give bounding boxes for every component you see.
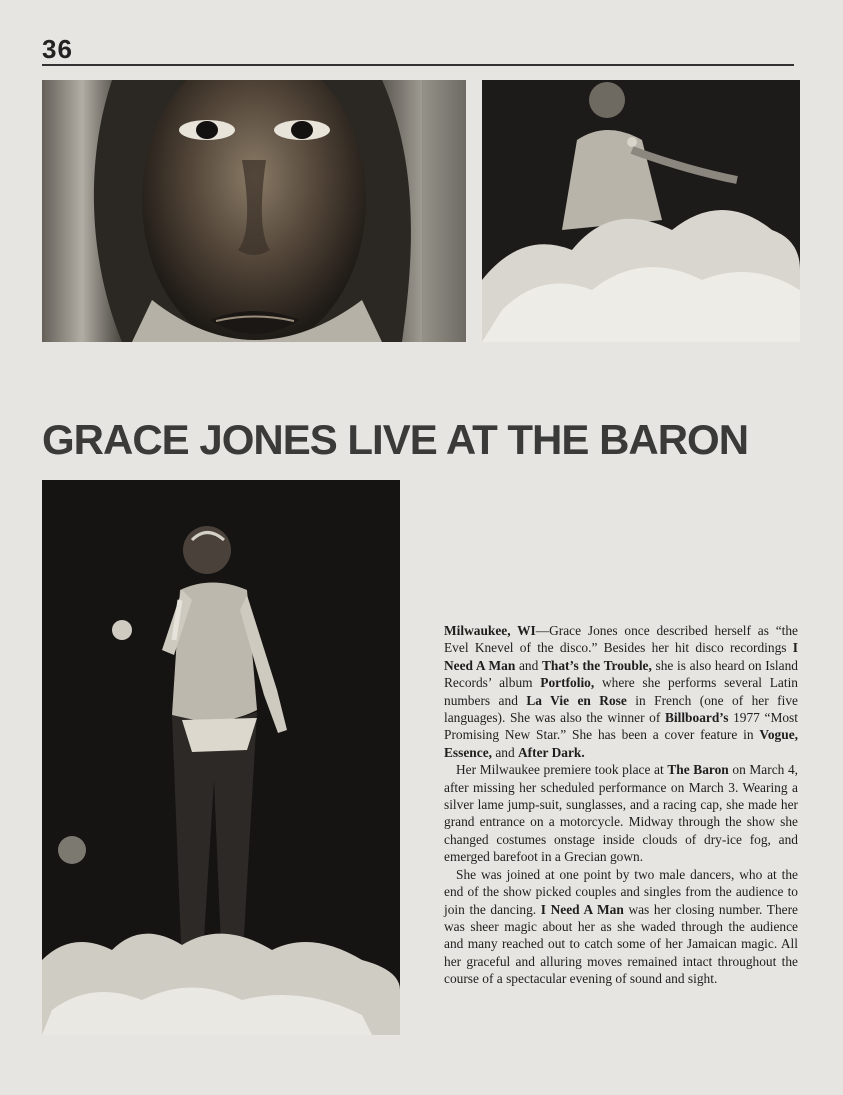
bold-run: I Need A Man [540, 901, 624, 917]
text-run: and [491, 744, 519, 760]
performance-fog-photo [482, 80, 800, 342]
text-run: where she performs several Latin numbers and [444, 675, 798, 708]
text-run: She was joined at one point by two male dancers, who at the end of the show picked couples and singles from the audience to join the dancing. [444, 866, 798, 917]
bold-run: After Dark. [518, 744, 585, 760]
text-run: was her closing number. There was sheer magic about her as she waded through the audience and many reached out to catch some of her Jamaican magic. All her graceful and alluring moves remained intact throughout the course of a spectacular evening of sound and sight. [444, 901, 798, 987]
page-number: 36 [42, 34, 73, 64]
headline: GRACE JONES LIVE AT THE BARON [42, 416, 749, 464]
article-paragraph-1 [444, 622, 798, 761]
bold-run: Billboard’s [664, 710, 729, 726]
bold-run: I Need A Man [444, 640, 798, 673]
bold-run: The Baron [667, 762, 729, 778]
text-run: Her Milwaukee premiere took place at [456, 762, 668, 778]
text-run: she is also heard on Island Records’ album [444, 657, 798, 691]
article-body [444, 622, 798, 988]
bold-run: Portfolio, [540, 675, 595, 691]
portrait-photo [42, 80, 466, 342]
text-run: on March 4, after missing her scheduled performance on March 3. Wearing a silver lame jump-suit, sunglasses, and a racing cap, she made her grand entrance on a motorcycle. Midway through the show she changed costumes onstage inside clouds of dry-ice fog, and emerged barefoot in a Grecian gown. [444, 762, 798, 865]
bold-run: La Vie en Rose [526, 692, 627, 708]
performer-microphone-photo [42, 480, 400, 1035]
text-run: 1977 “Most Promising New Star.” She has been a cover feature in [444, 710, 798, 743]
bold-run: That’s the Trouble, [541, 657, 652, 673]
article-paragraph-3 [444, 866, 798, 988]
text-run: —Grace Jones once described herself as “the Evel Knevel of the disco.” Besides her hit disco recordings [444, 623, 798, 656]
bold-run: Milwaukee, WI [444, 623, 536, 638]
text-run: and [515, 657, 542, 673]
bold-run: Vogue, Essence, [444, 727, 798, 760]
text-run: in French (one of her five languages). She was also the winner of [444, 692, 798, 726]
article-paragraph-2 [444, 761, 798, 865]
header-rule [42, 64, 794, 66]
